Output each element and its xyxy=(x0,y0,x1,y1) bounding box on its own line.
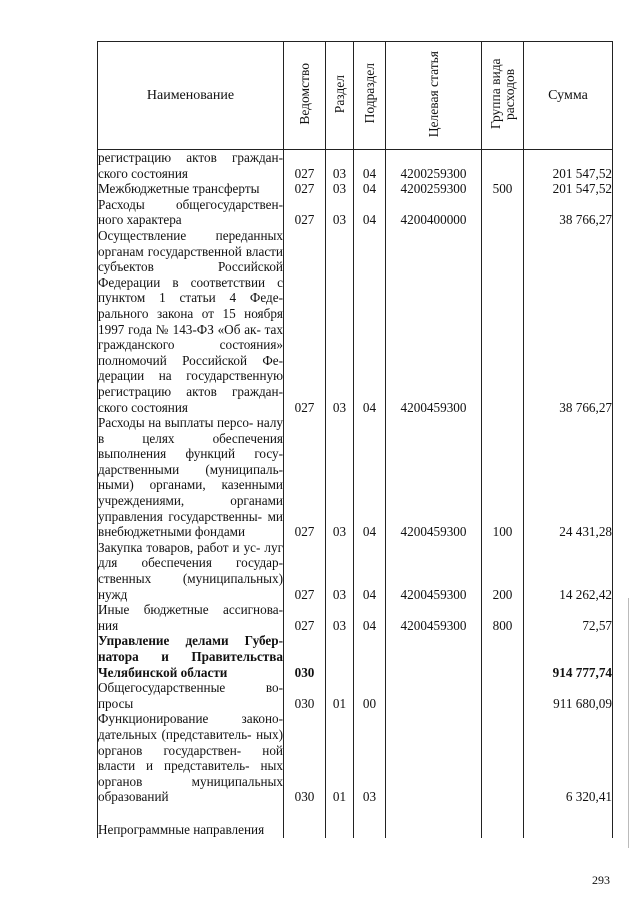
cell-summa: 38 766,27 xyxy=(524,228,613,415)
header-name: Наименование xyxy=(98,42,284,150)
cell-name xyxy=(98,540,284,602)
table-body xyxy=(98,150,613,838)
cell-summa: 914 777,74 xyxy=(524,633,613,680)
row-label: Функционирование законо- дательных (представитель- ных) органов государствен- ной власти и представитель- ных органов муниципальных образований xyxy=(98,711,283,805)
row-label: Расходы на выплаты персо- налу в целях обеспечения выполнения функций госу- дарственными (муниципаль- ными) органами, казенными учреждениями, органами управления государственны- ми внебюджетными фондами xyxy=(98,415,283,540)
table-row xyxy=(98,150,613,182)
cell-gruppa: 500 xyxy=(482,181,524,197)
cell-vedomstvo: 027 xyxy=(284,540,326,602)
row-label: Закупка товаров, работ и ус- луг для обеспечения государ- ственных (муниципальных) нужд xyxy=(98,539,283,602)
cell-razdel: 03 xyxy=(326,181,354,197)
table-row xyxy=(98,602,613,633)
cell-vedomstvo: 030 xyxy=(284,633,326,680)
cell-celevaya: 4200259300 xyxy=(386,181,482,197)
header-gruppa-label: Группа вида расходов xyxy=(487,58,517,129)
cell-celevaya xyxy=(386,711,482,805)
cell-razdel xyxy=(326,633,354,680)
cell-razdel: 01 xyxy=(326,711,354,805)
cell-podrazdel: 04 xyxy=(354,181,386,197)
cell-summa: 6 320,41 xyxy=(524,711,613,805)
cell-podrazdel: 04 xyxy=(354,150,386,182)
cell-podrazdel: 04 xyxy=(354,602,386,633)
cell-name xyxy=(98,181,284,197)
row-label: Общегосударственные во- просы xyxy=(98,680,283,711)
cell-podrazdel: 04 xyxy=(354,228,386,415)
cell-name xyxy=(98,150,284,182)
cell-podrazdel: 00 xyxy=(354,680,386,711)
cell-razdel: 03 xyxy=(326,150,354,182)
cell-celevaya: 4200459300 xyxy=(386,602,482,633)
table-row xyxy=(98,540,613,602)
cell-name xyxy=(98,228,284,415)
cell-summa: 72,57 xyxy=(524,602,613,633)
row-label: Межбюджетные трансферты xyxy=(98,181,260,197)
cell-podrazdel: 04 xyxy=(354,415,386,540)
row-label: Расходы общегосударствен- ного характера xyxy=(98,196,283,228)
cell-razdel: 03 xyxy=(326,602,354,633)
scan-edge-line xyxy=(628,598,629,848)
cell-podrazdel: 04 xyxy=(354,540,386,602)
cell-vedomstvo: 027 xyxy=(284,197,326,228)
table-header-row xyxy=(98,42,613,150)
cell-celevaya xyxy=(386,805,482,838)
cell-name xyxy=(98,415,284,540)
table-row xyxy=(98,711,613,805)
cell-celevaya: 4200459300 xyxy=(386,540,482,602)
cell-gruppa xyxy=(482,197,524,228)
header-podrazdel-label: Подраздел xyxy=(361,63,377,124)
page-number: 293 xyxy=(592,873,610,887)
cell-name xyxy=(98,602,284,633)
row-label: регистрацию актов граждан- ского состояния xyxy=(98,150,283,181)
cell-gruppa: 100 xyxy=(482,415,524,540)
header-gruppa xyxy=(482,42,524,150)
header-podrazdel xyxy=(354,42,386,150)
cell-celevaya: 4200259300 xyxy=(386,150,482,182)
cell-podrazdel: 03 xyxy=(354,711,386,805)
cell-summa: 24 431,28 xyxy=(524,415,613,540)
cell-celevaya: 4200459300 xyxy=(386,228,482,415)
cell-gruppa: 200 xyxy=(482,540,524,602)
cell-name xyxy=(98,633,284,680)
cell-name xyxy=(98,805,284,838)
table-row xyxy=(98,805,613,838)
budget-table xyxy=(97,41,613,838)
cell-razdel: 03 xyxy=(326,415,354,540)
cell-podrazdel xyxy=(354,805,386,838)
cell-gruppa xyxy=(482,150,524,182)
cell-gruppa xyxy=(482,680,524,711)
cell-razdel: 03 xyxy=(326,197,354,228)
cell-celevaya: 4200400000 xyxy=(386,197,482,228)
header-vedomstvo xyxy=(284,42,326,150)
cell-summa: 911 680,09 xyxy=(524,680,613,711)
cell-name xyxy=(98,680,284,711)
cell-podrazdel: 04 xyxy=(354,197,386,228)
row-label: Иные бюджетные ассигнова- ния xyxy=(98,602,283,633)
cell-celevaya xyxy=(386,680,482,711)
header-celevaya xyxy=(386,42,482,150)
cell-razdel: 03 xyxy=(326,228,354,415)
cell-celevaya xyxy=(386,633,482,680)
cell-summa: 201 547,52 xyxy=(524,150,613,182)
cell-name xyxy=(98,711,284,805)
cell-vedomstvo xyxy=(284,805,326,838)
row-label: Управление делами Губер- натора и Правительства Челябинской области xyxy=(98,633,283,680)
header-summa: Сумма xyxy=(524,42,613,150)
cell-razdel: 01 xyxy=(326,680,354,711)
cell-vedomstvo: 027 xyxy=(284,181,326,197)
table-row xyxy=(98,415,613,540)
header-razdel-label: Раздел xyxy=(331,74,347,113)
cell-gruppa: 800 xyxy=(482,602,524,633)
cell-summa xyxy=(524,805,613,838)
cell-vedomstvo: 030 xyxy=(284,680,326,711)
row-label: Осуществление переданных органам государственной власти субъектов Российской Федерации в соответствии с пунктом 1 статьи 4 Феде- рального закона от 15 ноября 1997 года № 143-ФЗ «Об ак- тах гражданского состояния» полномочий Российской Фе- дерации на государственную регистрацию актов граждан- ского состояния xyxy=(98,227,283,415)
cell-vedomstvo: 027 xyxy=(284,228,326,415)
cell-gruppa xyxy=(482,633,524,680)
header-vedomstvo-label: Ведомство xyxy=(296,62,312,125)
table-row xyxy=(98,633,613,680)
cell-summa: 38 766,27 xyxy=(524,197,613,228)
cell-gruppa xyxy=(482,805,524,838)
cell-razdel: 03 xyxy=(326,540,354,602)
table-row xyxy=(98,181,613,197)
cell-vedomstvo: 030 xyxy=(284,711,326,805)
cell-celevaya: 4200459300 xyxy=(386,415,482,540)
table-row xyxy=(98,680,613,711)
cell-gruppa xyxy=(482,711,524,805)
cell-summa: 14 262,42 xyxy=(524,540,613,602)
table-row xyxy=(98,197,613,228)
cell-podrazdel xyxy=(354,633,386,680)
cell-vedomstvo: 027 xyxy=(284,415,326,540)
table-row xyxy=(98,228,613,415)
header-celevaya-label: Целевая статья xyxy=(425,50,441,137)
row-label: Непрограммные направления xyxy=(98,822,265,838)
cell-razdel xyxy=(326,805,354,838)
cell-name xyxy=(98,197,284,228)
cell-vedomstvo: 027 xyxy=(284,602,326,633)
cell-vedomstvo: 027 xyxy=(284,150,326,182)
cell-gruppa xyxy=(482,228,524,415)
cell-summa: 201 547,52 xyxy=(524,181,613,197)
header-razdel xyxy=(326,42,354,150)
